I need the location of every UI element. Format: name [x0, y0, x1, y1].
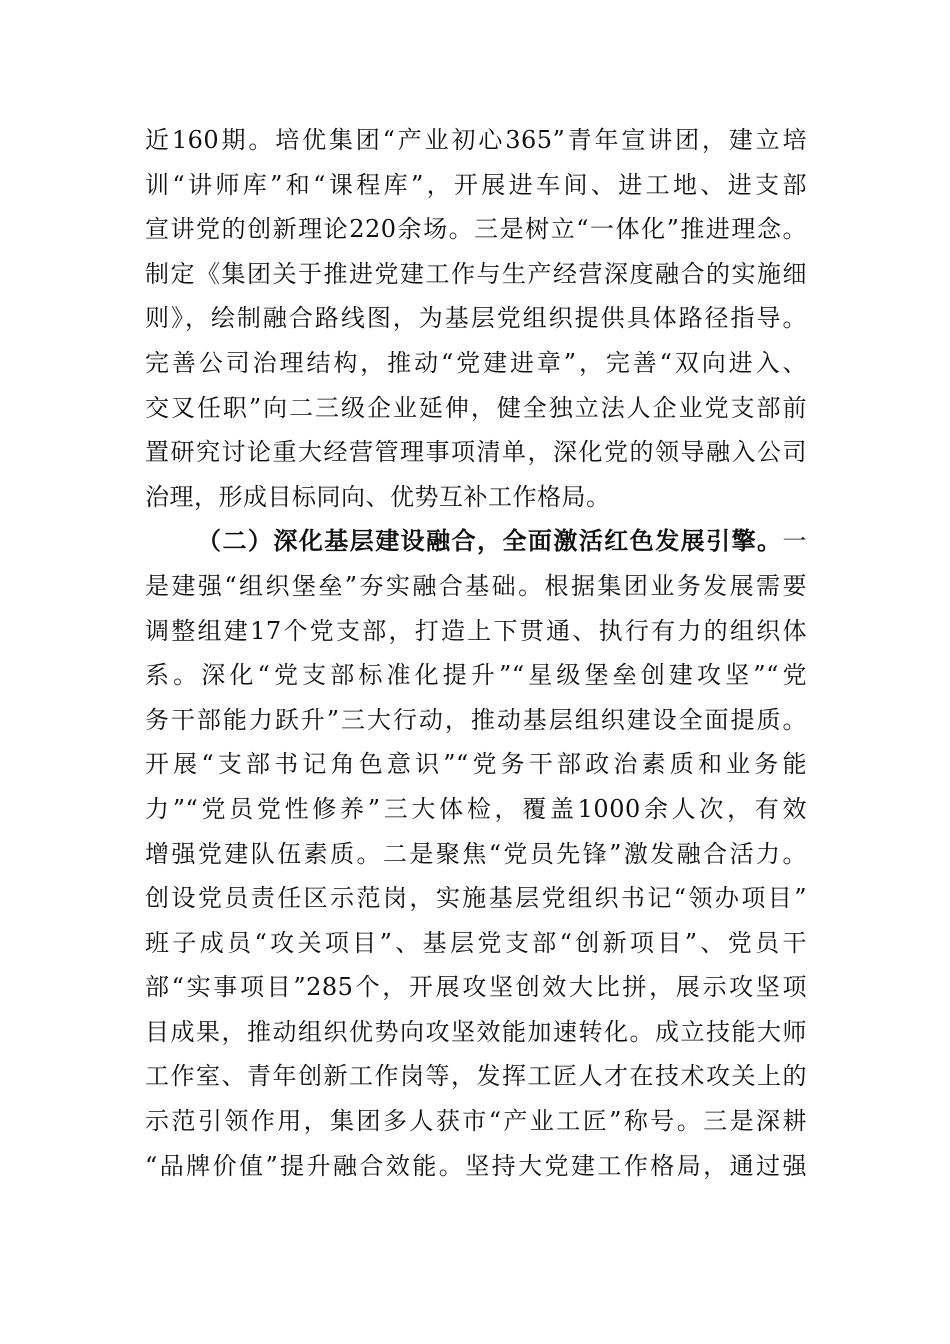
text-line: 交叉任职”向二三级企业延伸，健全独立法人企业党支部前 — [145, 393, 807, 422]
text-line: 示范引领作用，集团多人获市“产业工匠”称号。三是深耕 — [145, 1107, 807, 1136]
text-line: 系。深化“党支部标准化提升”“星级堡垒创建攻坚”“党 — [145, 661, 807, 690]
text-line: 力”“党员党性修养”三大体检，覆盖1000余人次，有效 — [145, 794, 807, 823]
text-line: 宣讲党的创新理论220余场。三是树立“一体化”推进理念。 — [145, 215, 807, 244]
text-line: 是建强“组织堡垒”夯实融合基础。根据集团业务发展需要 — [145, 571, 807, 600]
body-text — [145, 118, 807, 1188]
text-line: 调整组建17个党支部，打造上下贯通、执行有力的组织体 — [145, 616, 807, 645]
text-line: 目成果，推动组织优势向攻坚效能加速转化。成立技能大师 — [145, 1017, 807, 1046]
text-line: 班子成员“攻关项目”、基层党支部“创新项目”、党员干 — [145, 928, 807, 957]
text-line: 则》，绘制融合路线图，为基层党组织提供具体路径指导。 — [145, 304, 807, 333]
section-heading: （二）深化基层建设融合，全面激活红色发展引擎。 — [197, 526, 783, 556]
text-line: 创设党员责任区示范岗，实施基层党组织书记“领办项目” — [145, 884, 807, 913]
text-line: 增强党建队伍素质。二是聚焦“党员先锋”激发融合活力。 — [145, 839, 807, 868]
text-line: 完善公司治理结构，推动“党建进章”，完善“双向进入、 — [145, 348, 807, 377]
text-line: 近160期。培优集团“产业初心365”青年宣讲团，建立培 — [145, 126, 807, 154]
text-line: 制定《集团关于推进党建工作与生产经营深度融合的实施细 — [145, 259, 807, 288]
section-heading-tail: 一 — [782, 527, 807, 556]
text-line: 训“讲师库”和“课程库”，开展进车间、进工地、进支部 — [145, 170, 807, 199]
text-line: 开展“支部书记角色意识”“党务干部政治素质和业务能 — [145, 750, 807, 779]
text-line: 部“实事项目”285个，开展攻坚创效大比拼，展示攻坚项 — [145, 973, 807, 1002]
text-line: 治理，形成目标同向、优势互补工作格局。 — [145, 482, 611, 511]
section-heading-line — [145, 519, 807, 564]
text-line: 工作室、青年创新工作岗等，发挥工匠人才在技术攻关上的 — [145, 1062, 807, 1091]
text-line: “品牌价值”提升融合效能。坚持大党建工作格局，通过强 — [145, 1151, 807, 1180]
text-line: 置研究讨论重大经营管理事项清单，深化党的领导融入公司 — [145, 438, 807, 467]
text-line: 务干部能力跃升”三大行动，推动基层组织建设全面提质。 — [145, 705, 807, 734]
